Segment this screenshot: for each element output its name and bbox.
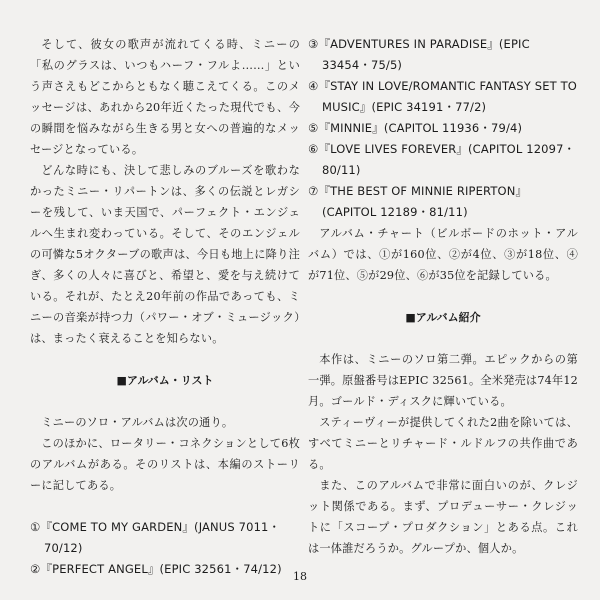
album-item-6: ⑥『LOVE LIVES FOREVER』(CAPITOL 12097・80/11)	[308, 142, 576, 177]
chart-paragraph: アルバム・チャート（ビルボードのホット・アルバム）では、①が160位、②が4位、③が18位、④が71位、⑤が29位、⑥が35位を記録している。	[308, 227, 578, 282]
spacer	[308, 328, 578, 349]
album-list-heading: ■アルバム・リスト	[116, 374, 214, 387]
page-number: 18	[293, 570, 307, 583]
intro-paragraph-1: そして、彼女の歌声が流れてくる時、ミニーの「私のグラスは、いつもハーフ・フルよ……」という声さえもどこからともなく聴こえてくる。このメッセージは、あれから20年近くたった現代でも、今の瞬間を悩みながら生きる男と女への普遍的なメッセージとなっている。	[30, 38, 300, 156]
album-item-3: ③『ADVENTURES IN PARADISE』(EPIC 33454・75/5)	[308, 37, 530, 72]
album-item-1: ①『COME TO MY GARDEN』(JANUS 7011・70/12)	[30, 520, 281, 555]
album-intro-paragraph-3: また、このアルバムで非常に面白いのが、クレジット関係である。まず、プロデューサー・クレジットに「スコープ・プロダクション」とある点。これは一体誰だろうか。グループか、個人か。	[308, 479, 578, 555]
left-column	[30, 34, 300, 580]
spacer	[30, 349, 300, 370]
intro-paragraph-2: どんな時にも、決して悲しみのブルーズを歌わなかったミニー・リパートンは、多くの伝説とレガシーを残して、いま天国で、パーフェクト・エンジェルへ生まれ変わっている。そして、そのエンジェルの可憐な5オクターブの歌声は、今日も地上に降り注ぎ、多くの人々に喜びと、希望と、愛を与え続けている。それが、たとえ20年前の作品であっても、ミニーの音楽が持つ力（パワー・オブ・ミュージック）は、まったく衰えることを知らない。	[30, 164, 300, 345]
album-intro-paragraph-1: 本作は、ミニーのソロ第二弾。エピックからの第一弾。原盤番号はEPIC 32561。全米発売は74年12月。ゴールド・ディスクに輝いている。	[308, 353, 578, 408]
right-column	[308, 34, 578, 559]
album-item-5: ⑤『MINNIE』(CAPITOL 11936・79/4)	[308, 121, 523, 135]
album-item-4: ④『STAY IN LOVE/ROMANTIC FANTASY SET TO MUSIC』(EPIC 34191・77/2)	[308, 79, 577, 114]
spacer	[30, 391, 300, 412]
spacer	[30, 496, 300, 517]
spacer	[308, 286, 578, 307]
album-list-paragraph-2: このほかに、ロータリー・コネクションとして6枚のアルバムがある。そのリストは、本編のストーリーに記してある。	[30, 437, 300, 492]
album-item-2: ②『PERFECT ANGEL』(EPIC 32561・74/12)	[30, 562, 282, 576]
album-intro-heading: ■アルバム紹介	[405, 311, 481, 324]
album-item-7: ⑦『THE BEST OF MINNIE RIPERTON』(CAPITOL 12189・81/11)	[308, 184, 528, 219]
album-list-paragraph-1: ミニーのソロ・アルバムは次の通り。	[41, 416, 234, 429]
album-intro-paragraph-2: スティーヴィーが提供してくれた2曲を除いては、すべてミニーとリチャード・ルドルフの共作曲である。	[308, 416, 578, 471]
